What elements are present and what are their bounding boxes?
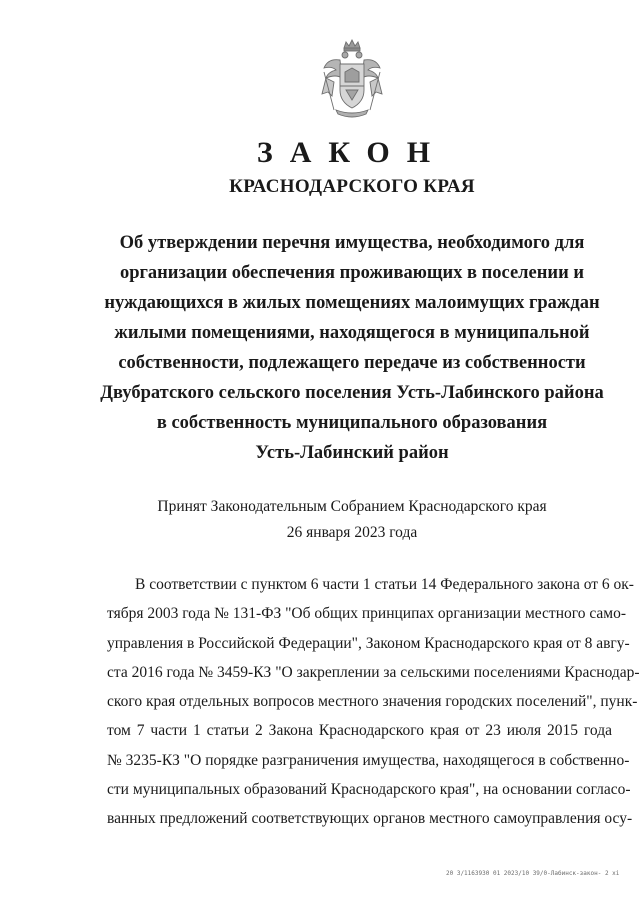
body-line: ванных предложений соответствующих органов местного самоуправления осу- [107, 810, 633, 828]
body-line: тября 2003 года № 131-ФЗ "Об общих принципах организации местного само- [107, 605, 627, 623]
law-heading: ЗАКОН [256, 136, 448, 169]
title-line: Об утверждении перечня имущества, необходимого для [119, 233, 585, 253]
body-line: В соответствии с пунктом 6 части 1 статьи 14 Федерального закона от 6 ок- [135, 576, 634, 593]
body-line: ста 2016 года № 3459-КЗ "О закреплении за сельскими поселениями Краснодар- [107, 663, 640, 681]
title-line: нуждающихся в жилых помещениях малоимущих граждан [104, 293, 600, 313]
title-line: организации обеспечения проживающих в поселении и [119, 263, 585, 283]
adoption-body: Принят Законодательным Собранием Краснодарского края [157, 498, 547, 515]
body-line: № 3235-КЗ "О порядке разграничения имущества, находящегося в собственно- [107, 751, 630, 769]
preamble-paragraph [107, 570, 640, 834]
title-line: Усть-Лабинский район [255, 443, 449, 463]
body-line: ского края отдельных вопросов местного значения городских поселений", пунк- [107, 693, 638, 711]
title-line: в собственность муниципального образования [156, 413, 548, 433]
title-line: жилыми помещениями, находящегося в муниципальной [114, 323, 590, 343]
krasnodar-coat-of-arms-icon [318, 38, 386, 120]
region-heading: КРАСНОДАРСКОГО КРАЯ [229, 176, 475, 197]
body-line: том 7 части 1 статьи 2 Закона Краснодарского края от 23 июля 2015 года [107, 722, 612, 740]
document-code: 20 3/1163930 01 2023/10 39/0-Лабинск-закон- 2 xi [446, 870, 620, 877]
body-line: сти муниципальных образований Краснодарского края", на основании согласо- [107, 781, 631, 799]
title-line: Двубратского сельского поселения Усть-Лабинского района [100, 383, 604, 403]
adoption-date: 26 января 2023 года [286, 524, 418, 541]
adoption-note [110, 494, 594, 546]
title-line: собственности, подлежащего передаче из собственности [118, 353, 586, 373]
body-line: управления в Российской Федерации", Законом Краснодарского края от 8 авгу- [107, 634, 630, 652]
law-title [90, 228, 614, 468]
